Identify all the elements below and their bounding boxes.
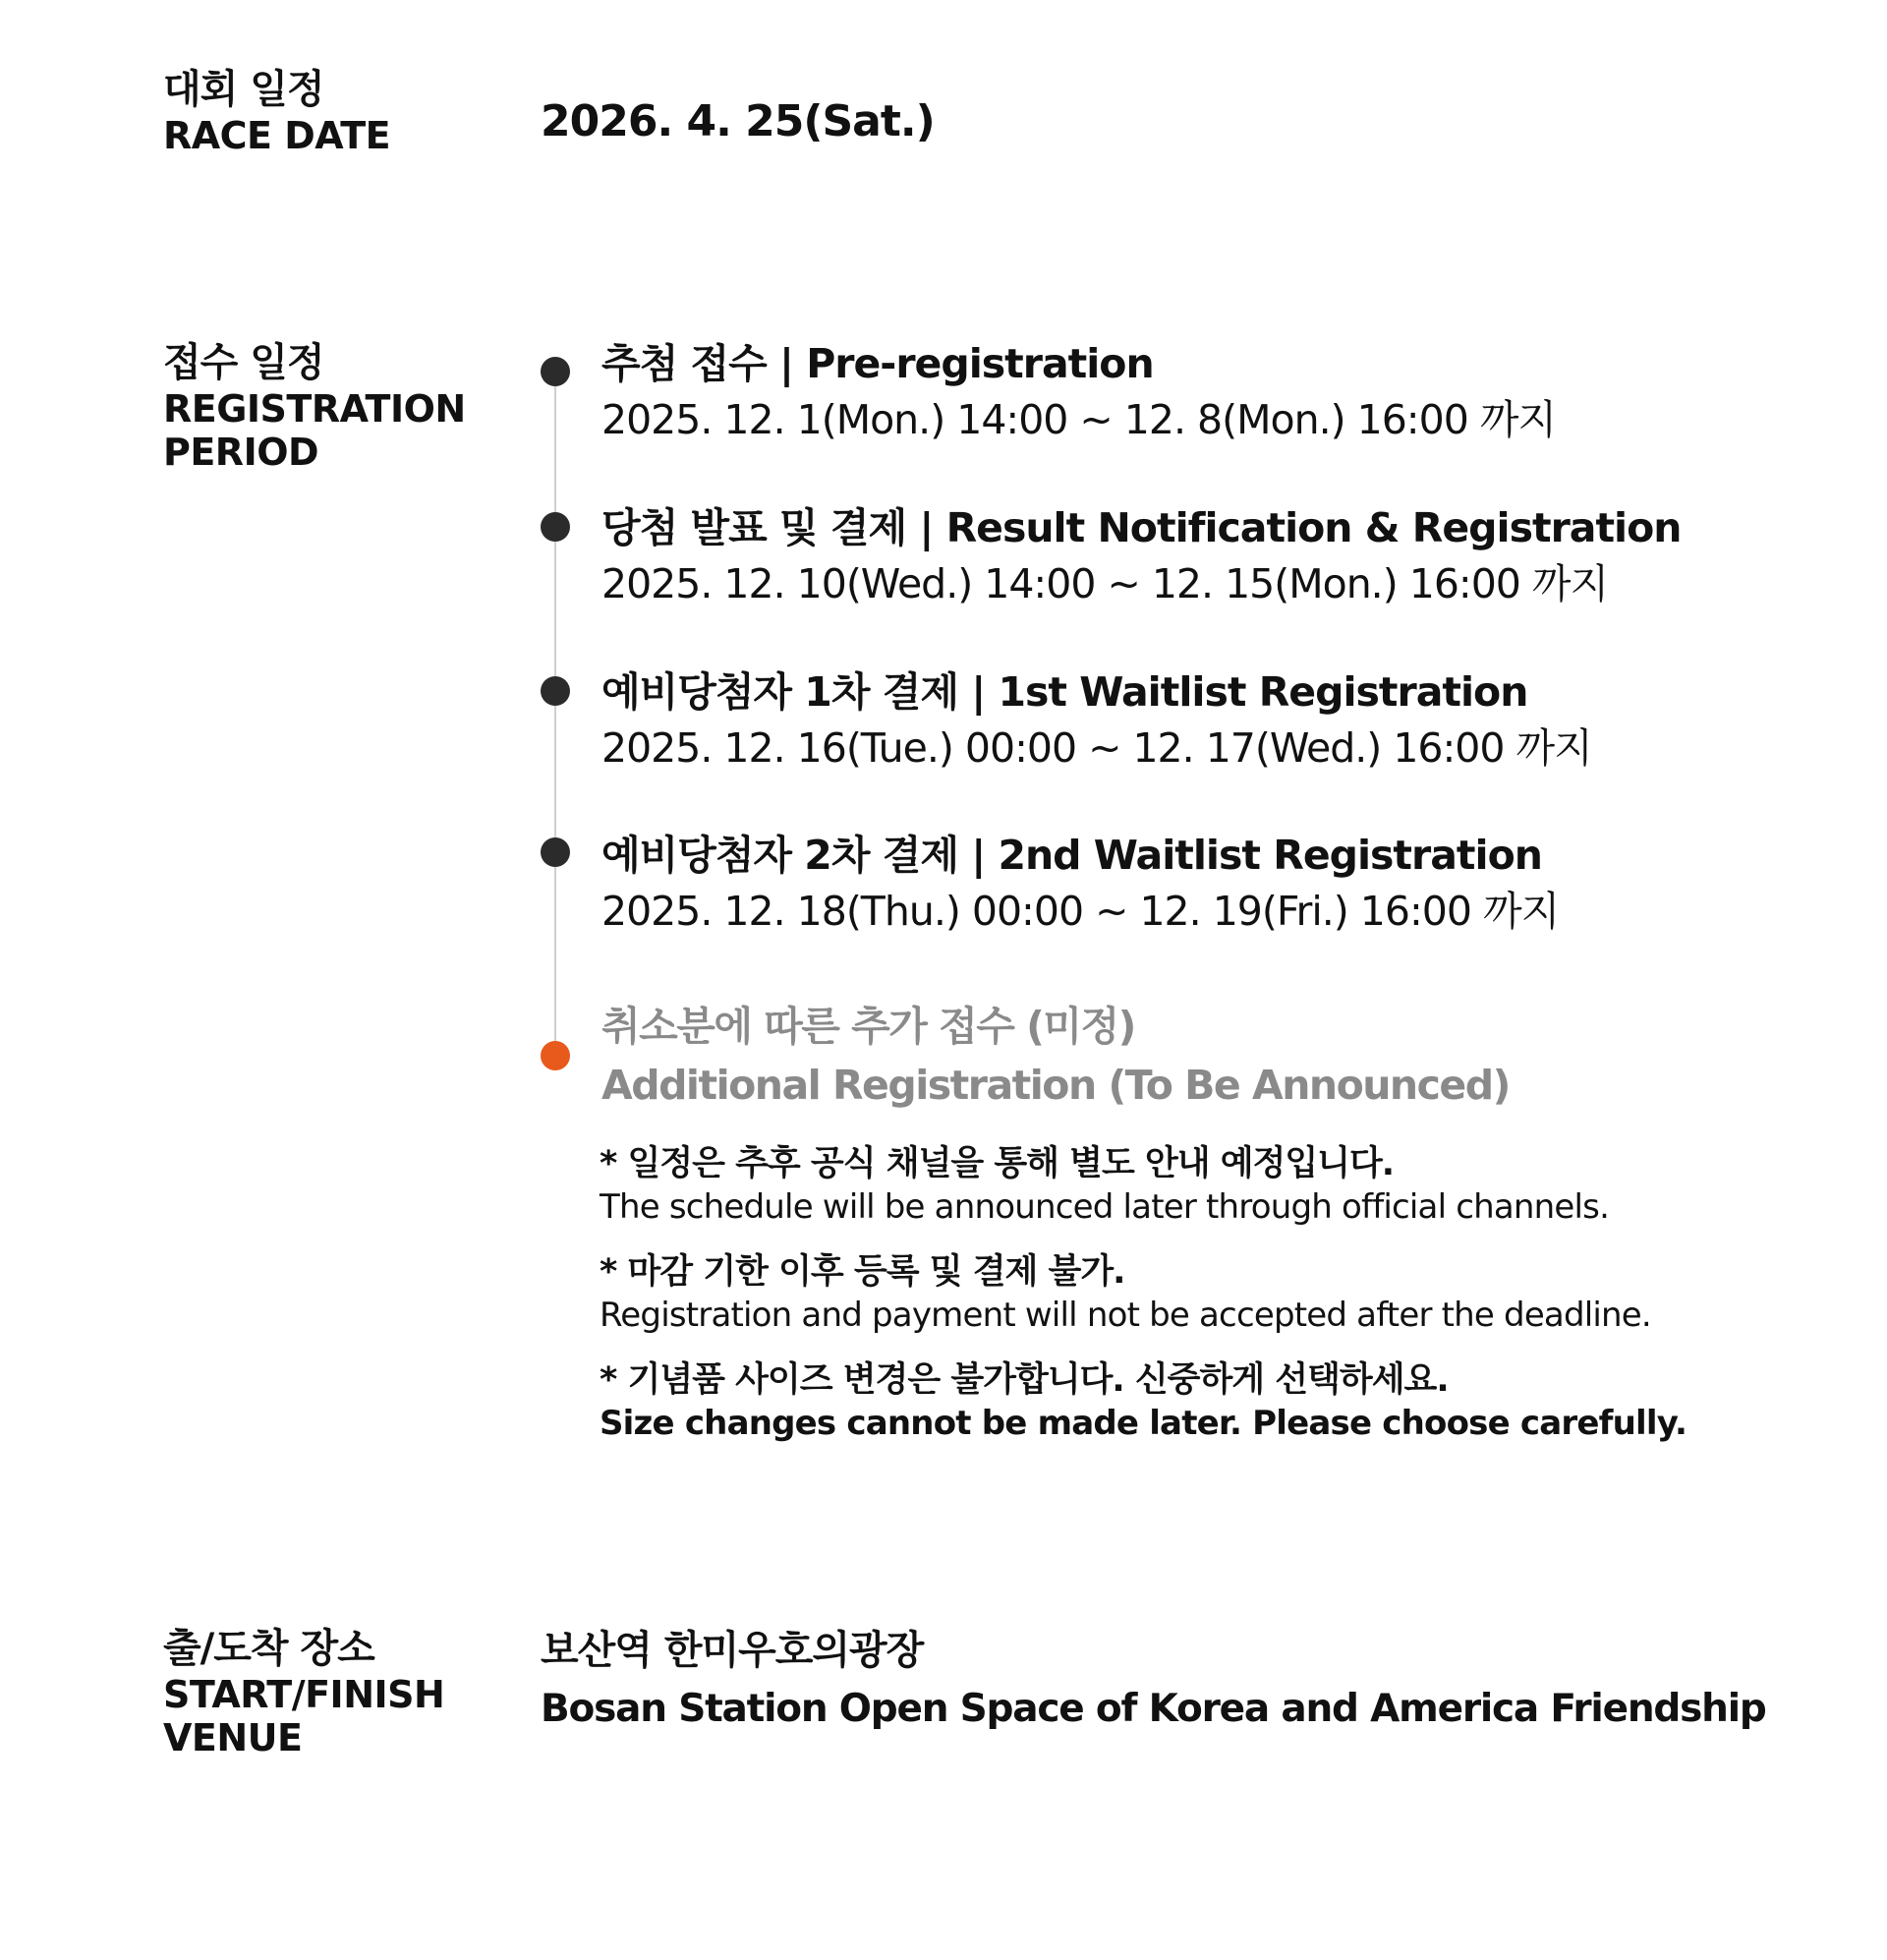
timeline-line	[554, 370, 556, 1056]
timeline-item-period: 2025. 12. 18(Thu.) 00:00 ~ 12. 19(Fri.) 16:00 까지	[601, 888, 1560, 935]
note-ko: * 기념품 사이즈 변경은 불가합니다. 신중하게 선택하세요.	[600, 1360, 1449, 1400]
timeline-item-additional-registration	[601, 999, 1510, 1113]
timeline-item-title: 당첨 발표 및 결제 | Result Notification & Registration	[601, 504, 1682, 551]
timeline-item-title-en: Additional Registration (To Be Announced)	[601, 1062, 1510, 1109]
note-size-change	[600, 1358, 1867, 1445]
venue-label	[163, 1624, 444, 1759]
timeline-dot-2	[541, 512, 570, 542]
note-ko: * 일정은 추후 공식 채널을 통해 별도 안내 예정입니다.	[600, 1144, 1395, 1183]
race-date-value: 2026. 4. 25(Sat.)	[541, 96, 935, 146]
timeline-item-result-notification	[601, 500, 1681, 612]
timeline-item-period: 2025. 12. 16(Tue.) 00:00 ~ 12. 17(Wed.) 16:00 까지	[601, 724, 1592, 772]
venue-label-en: START/FINISH VENUE	[163, 1673, 445, 1759]
timeline-dot-3	[541, 676, 570, 706]
timeline-dot-1	[541, 357, 570, 386]
note-schedule	[600, 1142, 1867, 1229]
venue-label-ko: 출/도착 장소	[163, 1626, 374, 1671]
note-ko: * 마감 기한 이후 등록 및 결제 불가.	[600, 1252, 1125, 1292]
timeline-item-title: 예비당첨자 1차 결제 | 1st Waitlist Registration	[601, 668, 1528, 716]
timeline-item-waitlist-1	[601, 664, 1592, 777]
registration-label-ko: 접수 일정	[163, 340, 324, 385]
venue-name-ko: 보산역 한미우호의광장	[541, 1628, 924, 1673]
registration-label	[163, 338, 466, 474]
timeline-item-waitlist-2	[601, 828, 1559, 940]
note-en: The schedule will be announced later through official channels.	[600, 1187, 1610, 1227]
timeline-dot-4	[541, 837, 570, 867]
timeline-item-pre-registration	[601, 336, 1556, 448]
note-deadline	[600, 1250, 1867, 1337]
timeline-item-period: 2025. 12. 10(Wed.) 14:00 ~ 12. 15(Mon.) 16:00 까지	[601, 560, 1609, 607]
timeline-item-title: 예비당첨자 2차 결제 | 2nd Waitlist Registration	[601, 832, 1542, 879]
timeline-item-title: 추첨 접수 | Pre-registration	[601, 340, 1154, 387]
timeline-item-title-ko: 취소분에 따른 추가 접수 (미정)	[601, 1003, 1135, 1050]
race-date-label-en: RACE DATE	[163, 114, 391, 157]
registration-label-en: REGISTRATION PERIOD	[163, 387, 466, 474]
race-date-label-ko: 대회 일정	[163, 67, 324, 112]
timeline-dot-pending	[541, 1041, 570, 1070]
timeline-item-period: 2025. 12. 1(Mon.) 14:00 ~ 12. 8(Mon.) 16:00 까지	[601, 396, 1557, 443]
notes	[600, 1142, 1867, 1467]
venue-name-en: Bosan Station Open Space of Korea and America Friendship	[541, 1687, 1766, 1731]
race-date-label	[163, 65, 390, 157]
note-en: Size changes cannot be made later. Please choose carefully.	[600, 1404, 1687, 1443]
note-en: Registration and payment will not be accepted after the deadline.	[600, 1296, 1651, 1335]
venue-value	[541, 1624, 1766, 1736]
